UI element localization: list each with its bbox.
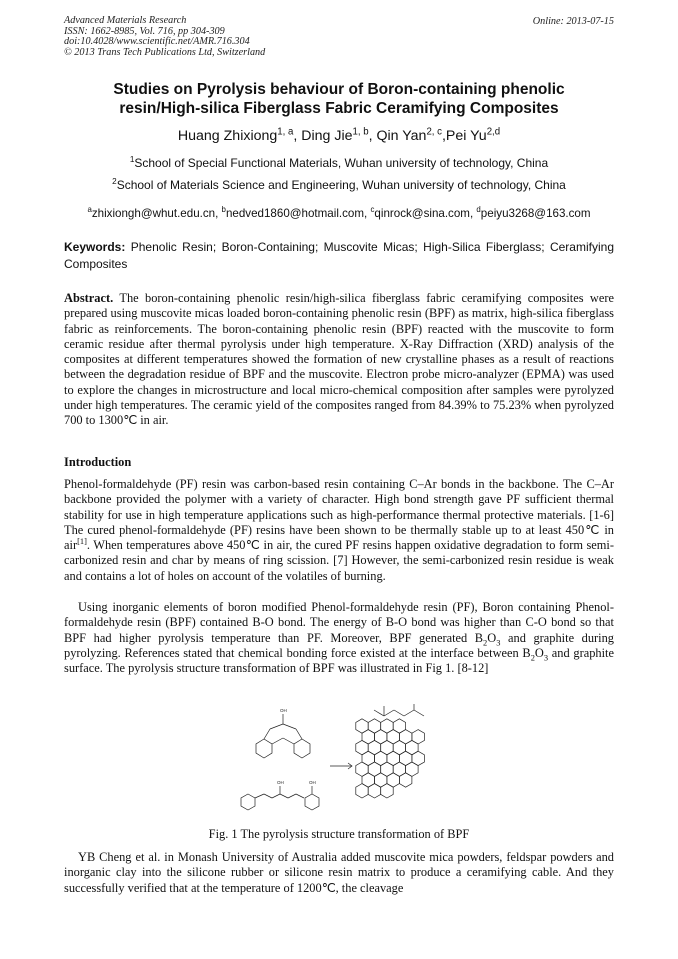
- intro-p2-text-b: and graphite during pyrolyzing. References stated that chemical bonding force existed at the interface between B: [64, 630, 614, 660]
- subscript: 3: [543, 652, 549, 663]
- affiliation-2-text: School of Materials Science and Engineering, Wuhan university of technology, China: [116, 178, 566, 192]
- benzene-ring-4: [305, 794, 319, 810]
- email-line: [40, 207, 638, 220]
- keywords-text: Phenolic Resin; Boron-Containing; Muscovite Micas; High-Silica Fiberglass; Ceramifying Composites: [64, 240, 614, 271]
- transformation-arrow: [330, 763, 352, 769]
- affiliation-1-marker: 1: [129, 155, 135, 164]
- email-marker-d: d: [476, 205, 481, 215]
- intro-p1-text-a: Phenol-formaldehyde (PF) resin was carbon-based resin containing C–Ar bonds in the backbone. The C–Ar backbone provided the polymer with a variety of character. High bond strength gave PF sufficient thermal stability for use in high temperature applications such as high-performance thermal protective materials. [1-6] The cured phenol-formaldehyde (PF) resins have been shown to be thermally stable up to at least 450℃ in air: [64, 477, 614, 553]
- abstract-label: Abstract.: [64, 291, 114, 305]
- intro-paragraph-3: YB Cheng et al. in Monash University of Australia added muscovite mica powders, feldspar powders and inorganic clay into the silicone rubber or silicone resin matrix to produce a ceramifying cable. And they successfully verified that at the temperature of 1200℃, the cleavage: [64, 850, 614, 895]
- email-3[interactable]: qinrock@sina.com,: [374, 207, 477, 220]
- author-4: ,Pei Yu: [441, 128, 487, 144]
- graphite-honeycomb: [356, 719, 425, 798]
- intro-p2-text-c: and graphite surface. The pyrolysis structure transformation of BPF was illustrated in Fig 1. [8-12]: [64, 645, 614, 676]
- hexagon-ring: [368, 784, 381, 798]
- email-2[interactable]: nedved1860@hotmail.com,: [225, 207, 371, 220]
- hexagon-ring: [399, 773, 412, 787]
- intro-paragraph-1: [64, 477, 614, 584]
- email-4[interactable]: peiyu3268@163.com: [480, 207, 591, 220]
- author-3-affiliation: 2, c: [426, 126, 442, 138]
- subscript: 3: [496, 637, 501, 648]
- title-line-1: Studies on Pyrolysis behaviour of Boron-containing phenolic: [113, 81, 565, 98]
- citation-ref[interactable]: [1]: [77, 536, 87, 547]
- email-marker-b: b: [221, 205, 226, 215]
- section-heading-introduction: Introduction: [64, 455, 132, 469]
- author-list: [40, 128, 638, 144]
- email-marker-a: a: [87, 205, 92, 215]
- oh-label: OH: [277, 780, 284, 785]
- issn-line: ISSN: 1662-8985, Vol. 716, pp 304-309: [64, 25, 225, 37]
- abstract-text: The boron-containing phenolic resin/high-silica fiberglass fabric ceramifying composites were prepared using muscovite micas loaded boron-containing phenolic resin (BPF) as matrix, high-silica fiberglass fabric as reinforcements. The boron-containing phenolic resin (BPF) reacted with the muscovite to form ceramic residue after thermal pyrolysis under high temperature. X-Ray Diffraction (XRD) analysis of the composites at different temperatures showed the formation of new crystalline phases as a result of reactions between the degradation residue of BPF and the muscovite. Electron probe micro-analyzer (EPMA) was used to explore the changes in microstructure and local micro-chemical composition after samples were pyrolyzed under high temperatures. The ceramic yield of the composites ranged from 84.39% to 75.23% when pyrolyzed 700 to 1300℃ in air.: [64, 291, 614, 428]
- doi-line: doi:10.4028/www.scientific.net/AMR.716.304: [64, 36, 250, 48]
- oxygen-symbol: O: [487, 630, 497, 645]
- bpf-structure-upper: [256, 714, 310, 758]
- author-1: Huang Zhixiong: [177, 128, 278, 144]
- benzene-ring-3: [241, 794, 255, 810]
- online-date: Online: 2013-07-15: [532, 16, 614, 27]
- author-1-affiliation: 1, a: [277, 126, 294, 138]
- keywords: [64, 239, 614, 272]
- oh-label: OH: [309, 780, 316, 785]
- title-line-2: resin/High-silica Fiberglass Fabric Ceramifying Composites: [119, 100, 559, 117]
- benzene-ring-1: [256, 739, 272, 758]
- oxygen-symbol: O: [534, 645, 544, 660]
- hexagon-ring: [381, 784, 394, 798]
- journal-meta: [64, 16, 265, 58]
- intro-paragraph-2: [64, 600, 614, 676]
- boron-oxide-layer: [374, 704, 424, 716]
- abstract: [64, 291, 614, 429]
- keywords-label: Keywords:: [64, 240, 126, 254]
- affiliation-2-marker: 2: [112, 177, 117, 186]
- email-1[interactable]: zhixiongh@whut.edu.cn,: [91, 207, 222, 220]
- oh-label: OH: [280, 708, 287, 713]
- figure-caption: Fig. 1 The pyrolysis structure transformation of BPF: [208, 827, 470, 841]
- affiliation-1: [40, 156, 638, 170]
- bpf-structure-lower: [241, 786, 319, 810]
- journal-name: Advanced Materials Research: [64, 15, 187, 26]
- benzene-ring-2: [294, 739, 310, 758]
- affiliation-2: [40, 178, 638, 192]
- paper-title: [40, 80, 638, 118]
- email-marker-c: c: [370, 205, 375, 215]
- intro-p2-text-a: Using inorganic elements of boron modified Phenol-formaldehyde resin (PF), Boron containing Phenol-formaldehyde resin (BPF) contained B-O bond. The energy of B-O bond was higher than C-O bond so that BPF had higher pyrolysis temperature than PF. Moreover, BPF generated B: [64, 600, 614, 645]
- hexagon-ring: [356, 784, 368, 798]
- author-4-affiliation: 2,d: [486, 126, 501, 138]
- pyrolysis-structure-figure: [234, 702, 446, 820]
- author-3: , Qin Yan: [368, 128, 427, 144]
- intro-p1-text-b: . When temperatures above 450℃ in air, the cured PF resins happen oxidative degradation to form semi-carbonized resin and char by means of ring scission. [7] However, the semi-carbonized resin residue is weak and contains a lot of holes on account of the volatiles of burning.: [64, 538, 614, 583]
- subscript: 2: [483, 637, 488, 648]
- subscript: 2: [530, 652, 535, 663]
- affiliation-1-text: School of Special Functional Materials, Wuhan university of technology, China: [134, 156, 549, 170]
- author-2-affiliation: 1, b: [352, 126, 369, 138]
- author-2: , Ding Jie: [293, 128, 353, 144]
- copyright-line: © 2013 Trans Tech Publications Ltd, Switzerland: [64, 46, 266, 58]
